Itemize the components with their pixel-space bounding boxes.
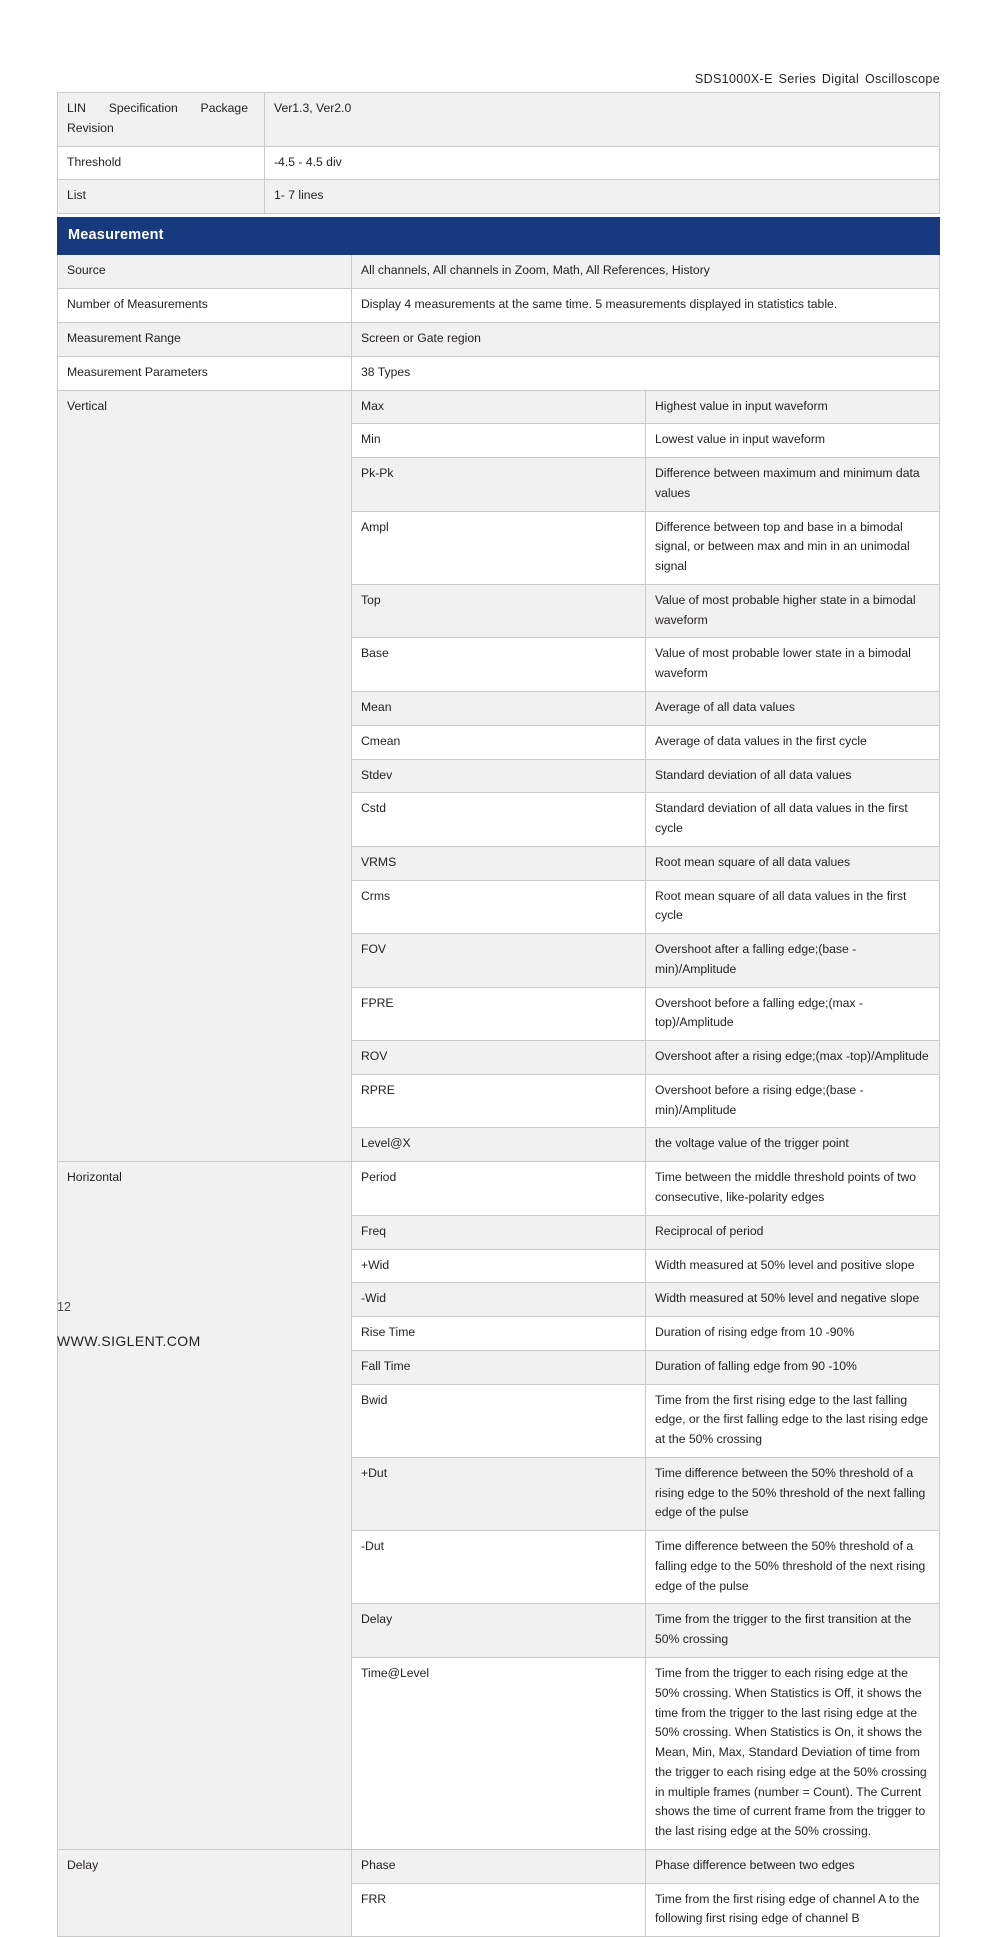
measurement-row-label: Source xyxy=(58,255,352,289)
measurement-parameter-description: Root mean square of all data values xyxy=(646,846,940,880)
measurement-parameter-description: Average of data values in the first cycle xyxy=(646,725,940,759)
table-row xyxy=(58,146,940,180)
measurement-parameter-name: Rise Time xyxy=(352,1317,646,1351)
measurement-parameter-name: Max xyxy=(352,390,646,424)
table-row xyxy=(58,323,940,357)
measurement-parameter-name: Level@X xyxy=(352,1128,646,1162)
measurement-parameter-description: Width measured at 50% level and negative slope xyxy=(646,1283,940,1317)
measurement-parameter-description: Highest value in input waveform xyxy=(646,390,940,424)
measurement-parameter-description: Overshoot after a falling edge;(base -min)/Amplitude xyxy=(646,934,940,988)
measurement-parameter-name: Fall Time xyxy=(352,1350,646,1384)
lin-table-body xyxy=(58,93,940,214)
table-row xyxy=(58,1849,940,1883)
measurement-row-value: Screen or Gate region xyxy=(352,323,940,357)
measurement-row-value: 38 Types xyxy=(352,356,940,390)
measurement-parameter-name: Bwid xyxy=(352,1384,646,1457)
measurement-parameter-description: Duration of rising edge from 10 -90% xyxy=(646,1317,940,1351)
measurement-parameter-description: Overshoot before a rising edge;(base -min)/Amplitude xyxy=(646,1074,940,1128)
measurement-parameter-description: Overshoot after a rising edge;(max -top)/Amplitude xyxy=(646,1041,940,1075)
measurement-parameter-description: Value of most probable higher state in a bimodal waveform xyxy=(646,584,940,638)
lin-specification-table xyxy=(57,92,940,214)
lin-row-label: List xyxy=(58,180,265,214)
lin-row-value: Ver1.3, Ver2.0 xyxy=(265,93,940,147)
measurement-parameter-description: Difference between maximum and minimum data values xyxy=(646,458,940,512)
measurement-parameter-description: Time difference between the 50% threshold of a falling edge to the 50% threshold of the next rising edge of the pulse xyxy=(646,1531,940,1604)
measurement-parameter-description: Phase difference between two edges xyxy=(646,1849,940,1883)
measurement-parameter-name: Stdev xyxy=(352,759,646,793)
measurement-parameter-description: Time difference between the 50% threshold of a rising edge to the 50% threshold of the next falling edge of the pulse xyxy=(646,1457,940,1530)
measurement-parameter-name: ROV xyxy=(352,1041,646,1075)
section-header-row xyxy=(58,218,940,255)
measurement-parameter-description: Lowest value in input waveform xyxy=(646,424,940,458)
measurement-parameter-description: Time between the middle threshold points of two consecutive, like-polarity edges xyxy=(646,1162,940,1216)
measurement-row-value: Display 4 measurements at the same time. 5 measurements displayed in statistics table. xyxy=(352,289,940,323)
measurement-parameter-description: Root mean square of all data values in the first cycle xyxy=(646,880,940,934)
measurement-parameter-description: Overshoot before a falling edge;(max -top)/Amplitude xyxy=(646,987,940,1041)
measurement-parameter-description: Time from the trigger to each rising edge at the 50% crossing. When Statistics is Off, it shows the time from the trigger to the last rising edge at the 50% crossing. When Statistics is On, it shows the Mean, Min, Max, Standard Deviation of time from the trigger to each rising edge at the 50% crossing in multiple frames (number = Count). The Current shows the time of current frame from the trigger to the last rising edge at the 50% crossing. xyxy=(646,1658,940,1850)
measurement-parameter-name: Phase xyxy=(352,1849,646,1883)
measurement-parameter-name: Ampl xyxy=(352,511,646,584)
measurement-parameter-name: -Wid xyxy=(352,1283,646,1317)
measurement-parameter-name: Min xyxy=(352,424,646,458)
section-title: Measurement xyxy=(58,218,940,255)
measurement-parameter-name: Mean xyxy=(352,691,646,725)
measurement-parameter-description: Difference between top and base in a bimodal signal, or between max and min in an unimodal signal xyxy=(646,511,940,584)
table-row xyxy=(58,390,940,424)
lin-row-label: LIN Specification Package Revision xyxy=(58,93,265,147)
measurement-parameter-description: Standard deviation of all data values in the first cycle xyxy=(646,793,940,847)
page-number: 12 xyxy=(57,1300,71,1314)
measurement-parameter-name: FRR xyxy=(352,1883,646,1937)
measurement-parameter-name: FPRE xyxy=(352,987,646,1041)
measurement-parameter-name: -Dut xyxy=(352,1531,646,1604)
measurement-parameter-description: the voltage value of the trigger point xyxy=(646,1128,940,1162)
lin-row-label: Threshold xyxy=(58,146,265,180)
table-row xyxy=(58,255,940,289)
measurement-parameter-description: Duration of falling edge from 90 -10% xyxy=(646,1350,940,1384)
measurement-parameter-description: Value of most probable lower state in a bimodal waveform xyxy=(646,638,940,692)
table-row xyxy=(58,93,940,147)
measurement-row-value: All channels, All channels in Zoom, Math, All References, History xyxy=(352,255,940,289)
table-row xyxy=(58,356,940,390)
measurement-parameter-name: VRMS xyxy=(352,846,646,880)
measurement-parameter-name: Cmean xyxy=(352,725,646,759)
lin-row-value: -4.5 - 4.5 div xyxy=(265,146,940,180)
measurement-parameter-name: Top xyxy=(352,584,646,638)
measurement-parameter-description: Reciprocal of period xyxy=(646,1215,940,1249)
measurement-parameter-name: RPRE xyxy=(352,1074,646,1128)
table-row xyxy=(58,289,940,323)
measurement-parameter-name: +Dut xyxy=(352,1457,646,1530)
measurement-group-label: Horizontal xyxy=(58,1162,352,1850)
measurement-parameter-name: Cstd xyxy=(352,793,646,847)
footer-url: WWW.SIGLENT.COM xyxy=(57,1333,201,1349)
measurement-parameter-description: Average of all data values xyxy=(646,691,940,725)
measurement-parameter-name: +Wid xyxy=(352,1249,646,1283)
measurement-row-label: Measurement Parameters xyxy=(58,356,352,390)
measurement-parameter-description: Standard deviation of all data values xyxy=(646,759,940,793)
measurement-table xyxy=(57,217,940,1937)
measurement-parameter-name: Base xyxy=(352,638,646,692)
measurement-parameter-name: Crms xyxy=(352,880,646,934)
measurement-parameter-name: FOV xyxy=(352,934,646,988)
measurement-parameter-name: Time@Level xyxy=(352,1658,646,1850)
measurement-parameter-name: Delay xyxy=(352,1604,646,1658)
lin-row-value: 1- 7 lines xyxy=(265,180,940,214)
table-row xyxy=(58,1162,940,1216)
measurement-group-label: Delay xyxy=(58,1849,352,1936)
measurement-table-body xyxy=(58,218,940,1937)
measurement-group-label: Vertical xyxy=(58,390,352,1162)
running-header: SDS1000X-E Series Digital Oscilloscope xyxy=(694,72,940,86)
measurement-parameter-name: Pk-Pk xyxy=(352,458,646,512)
measurement-parameter-description: Time from the trigger to the first transition at the 50% crossing xyxy=(646,1604,940,1658)
measurement-row-label: Number of Measurements xyxy=(58,289,352,323)
measurement-row-label: Measurement Range xyxy=(58,323,352,357)
measurement-parameter-description: Width measured at 50% level and positive slope xyxy=(646,1249,940,1283)
measurement-parameter-description: Time from the first rising edge of channel A to the following first rising edge of channel B xyxy=(646,1883,940,1937)
table-row xyxy=(58,180,940,214)
measurement-parameter-name: Period xyxy=(352,1162,646,1216)
measurement-parameter-description: Time from the first rising edge to the last falling edge, or the first falling edge to the last rising edge at the 50% crossing xyxy=(646,1384,940,1457)
measurement-parameter-name: Freq xyxy=(352,1215,646,1249)
